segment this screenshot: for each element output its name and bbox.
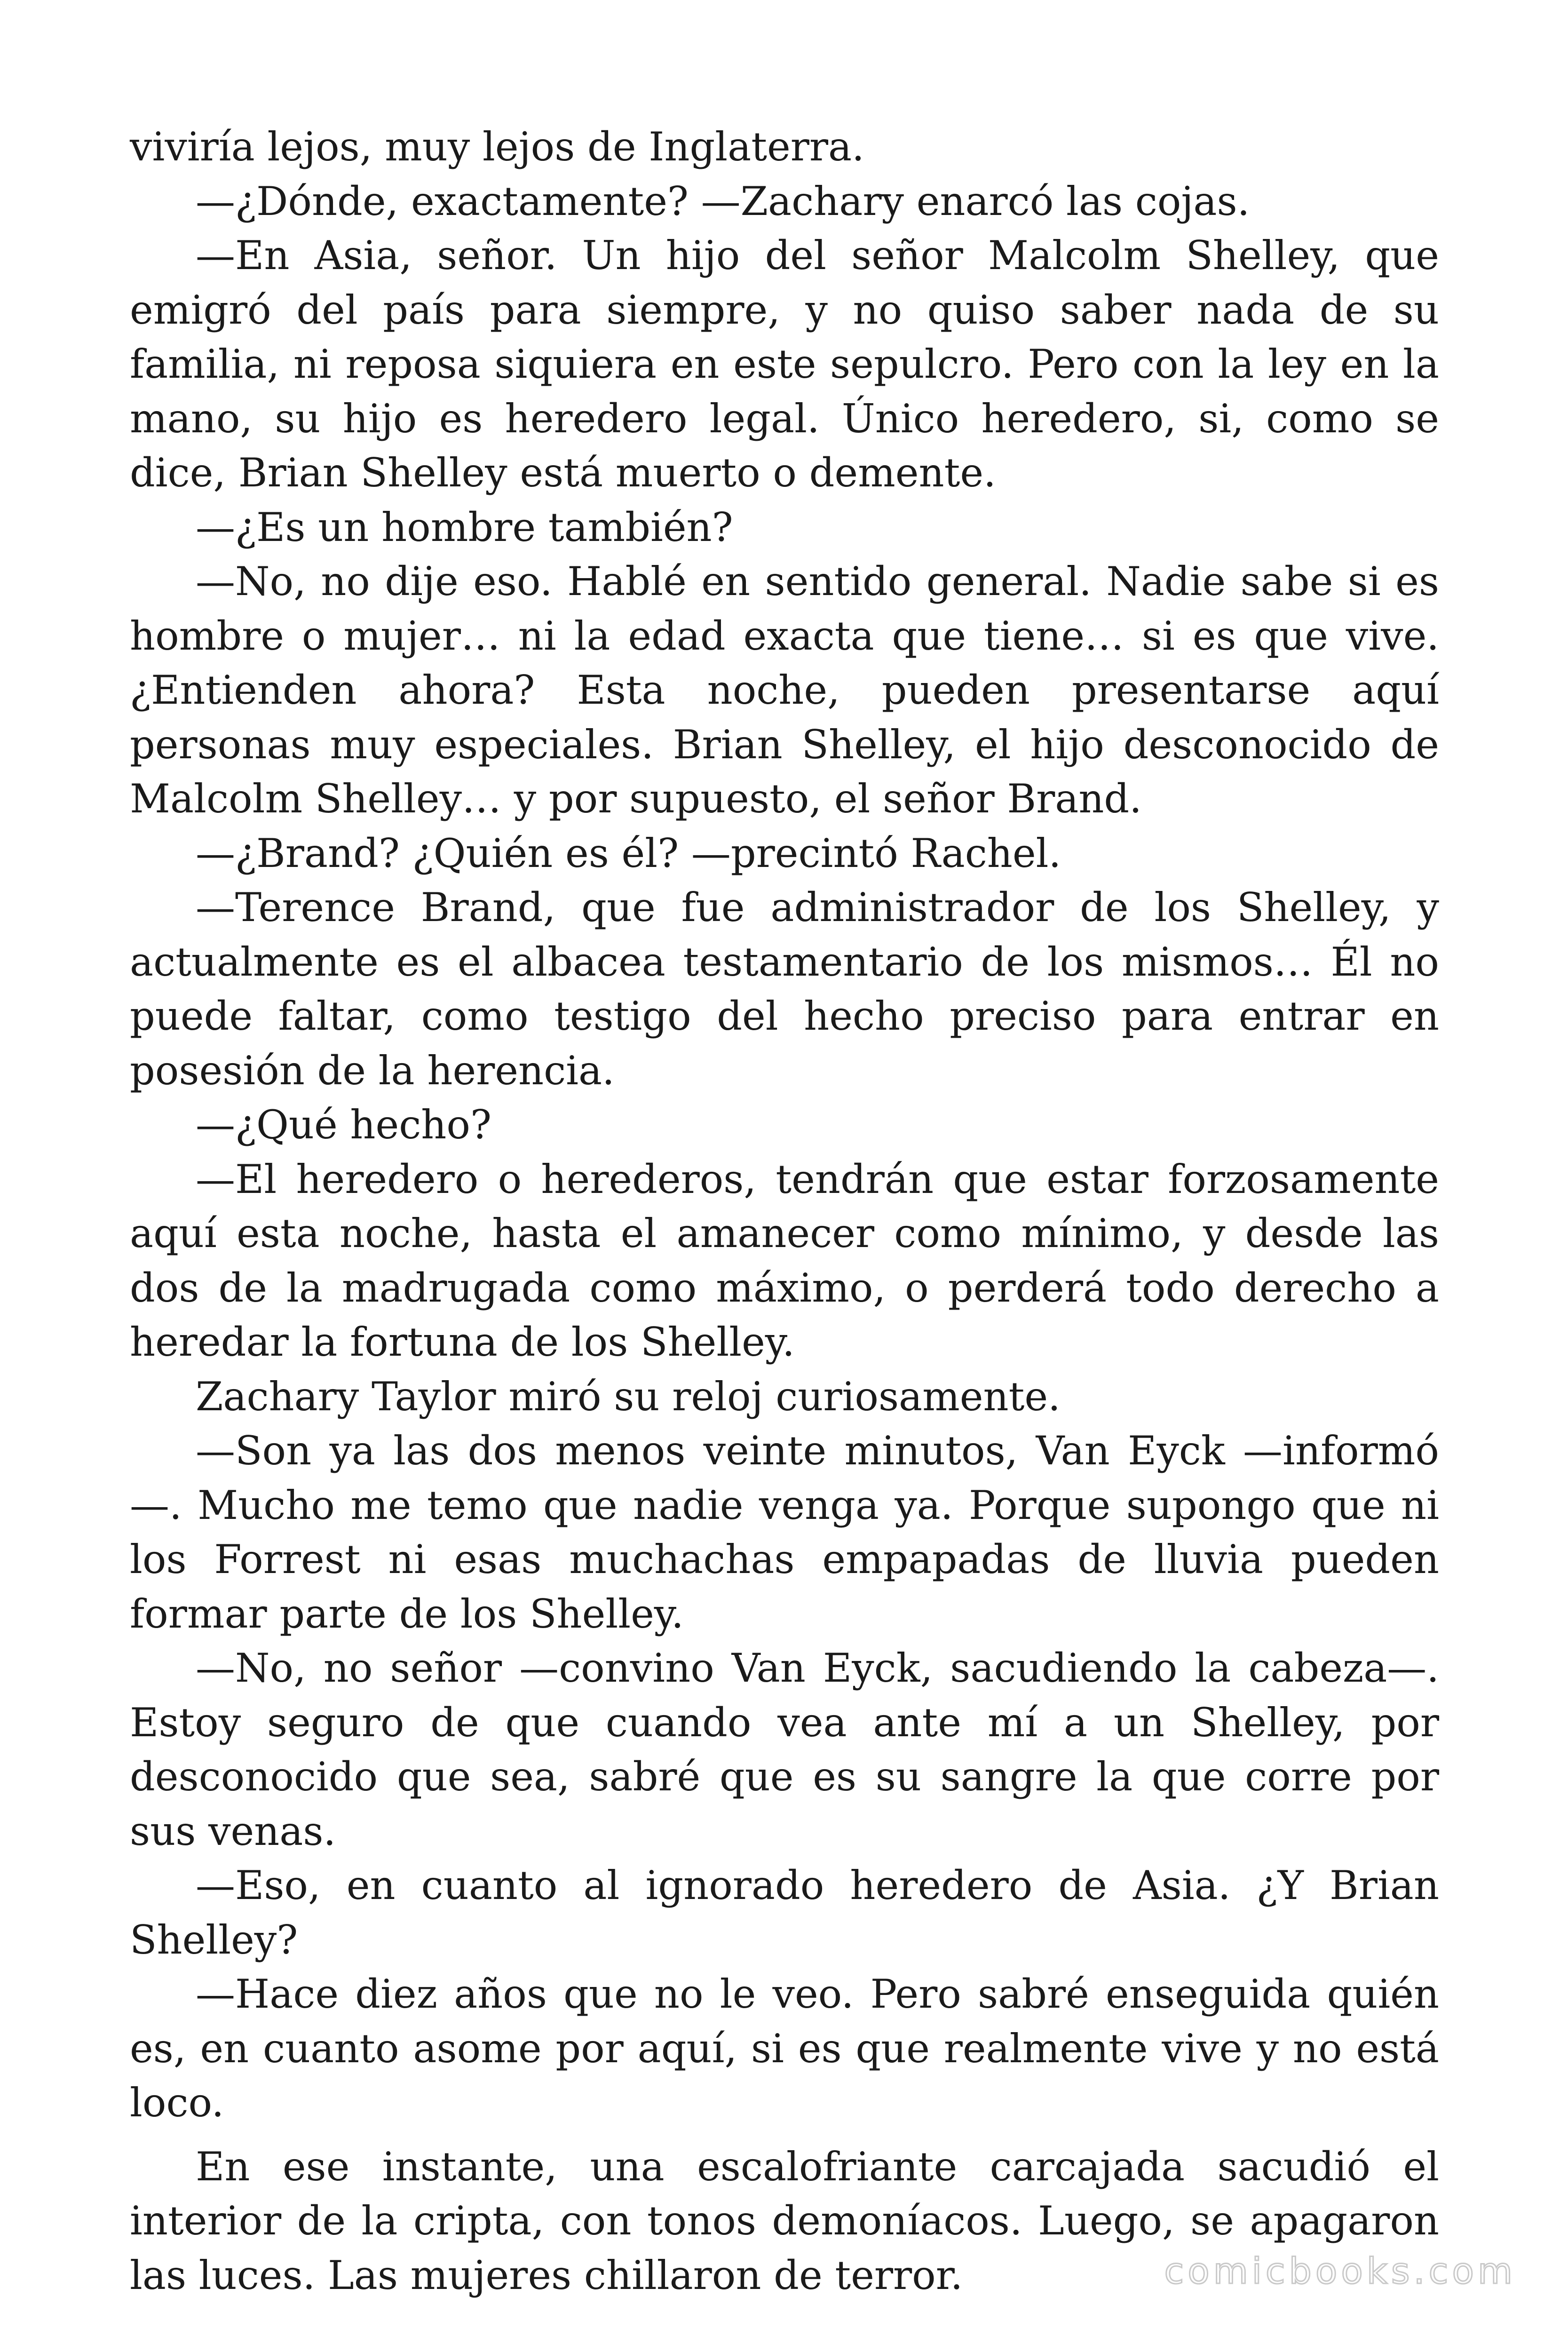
paragraph: —Son ya las dos menos veinte minutos, Van Eyck —informó—. Mucho me temo que nadie venga ya. Porque supongo que ni los Forrest ni esas muchachas empapadas de lluvia pueden formar parte de los Shelley. bbox=[130, 1428, 1439, 1637]
paragraph: —No, no señor —convino Van Eyck, sacudiendo la cabeza—. Estoy seguro de que cuando vea ante mí a un Shelley, por desconocido que sea, sabré que es su sangre la que corre por sus venas. bbox=[130, 1645, 1439, 1854]
paragraph: —En Asia, señor. Un hijo del señor Malcolm Shelley, que emigró del país para siempre, y no quiso saber nada de su familia, ni reposa siquiera en este sepulcro. Pero con la ley en la mano, su hijo es heredero legal. Único heredero, si, como se dice, Brian Shelley está muerto o demente. bbox=[130, 232, 1439, 496]
paragraph-continuation: viviría lejos, muy lejos de Inglaterra. bbox=[130, 124, 864, 170]
paragraph: —¿Es un hombre también? bbox=[196, 504, 733, 550]
paragraph: —El heredero o herederos, tendrán que estar forzosamente aquí esta noche, hasta el amanecer como mínimo, y desde las dos de la madrugada como máximo, o perderá todo derecho a heredar la fortuna de los Shelley. bbox=[130, 1156, 1439, 1365]
page-text bbox=[130, 120, 1439, 2303]
paragraph: —No, no dije eso. Hablé en sentido general. Nadie sabe si es hombre o mujer… ni la edad exacta que tiene… si es que vive. ¿Entienden ahora? Esta noche, pueden presentarse aquí personas muy especiales. Brian Shelley, el hijo desconocido de Malcolm Shelley… y por supuesto, el señor Brand. bbox=[130, 558, 1439, 822]
paragraph: —¿Brand? ¿Quién es él? —precintó Rachel. bbox=[196, 830, 1061, 876]
watermark: comicbooks.com bbox=[1164, 2250, 1516, 2292]
paragraph: En ese instante, una escalofriante carcajada sacudió el interior de la cripta, con tonos demoníacos. Luego, se apagaron las luces. Las mujeres chillaron de terror. bbox=[130, 2143, 1439, 2298]
paragraph: —¿Qué hecho? bbox=[196, 1102, 491, 1148]
paragraph: —¿Dónde, exactamente? —Zachary enarcó las cojas. bbox=[196, 178, 1250, 224]
paragraph: —Eso, en cuanto al ignorado heredero de Asia. ¿Y Brian Shelley? bbox=[130, 1862, 1439, 1963]
paragraph: —Terence Brand, que fue administrador de los Shelley, y actualmente es el albacea testamentario de los mismos… Él no puede faltar, como testigo del hecho preciso para entrar en posesión de la herencia. bbox=[130, 884, 1439, 1094]
paragraph: —Hace diez años que no le veo. Pero sabré enseguida quién es, en cuanto asome por aquí, si es que realmente vive y no está loco. bbox=[130, 1971, 1439, 2126]
paragraph: Zachary Taylor miró su reloj curiosamente. bbox=[196, 1373, 1061, 1420]
